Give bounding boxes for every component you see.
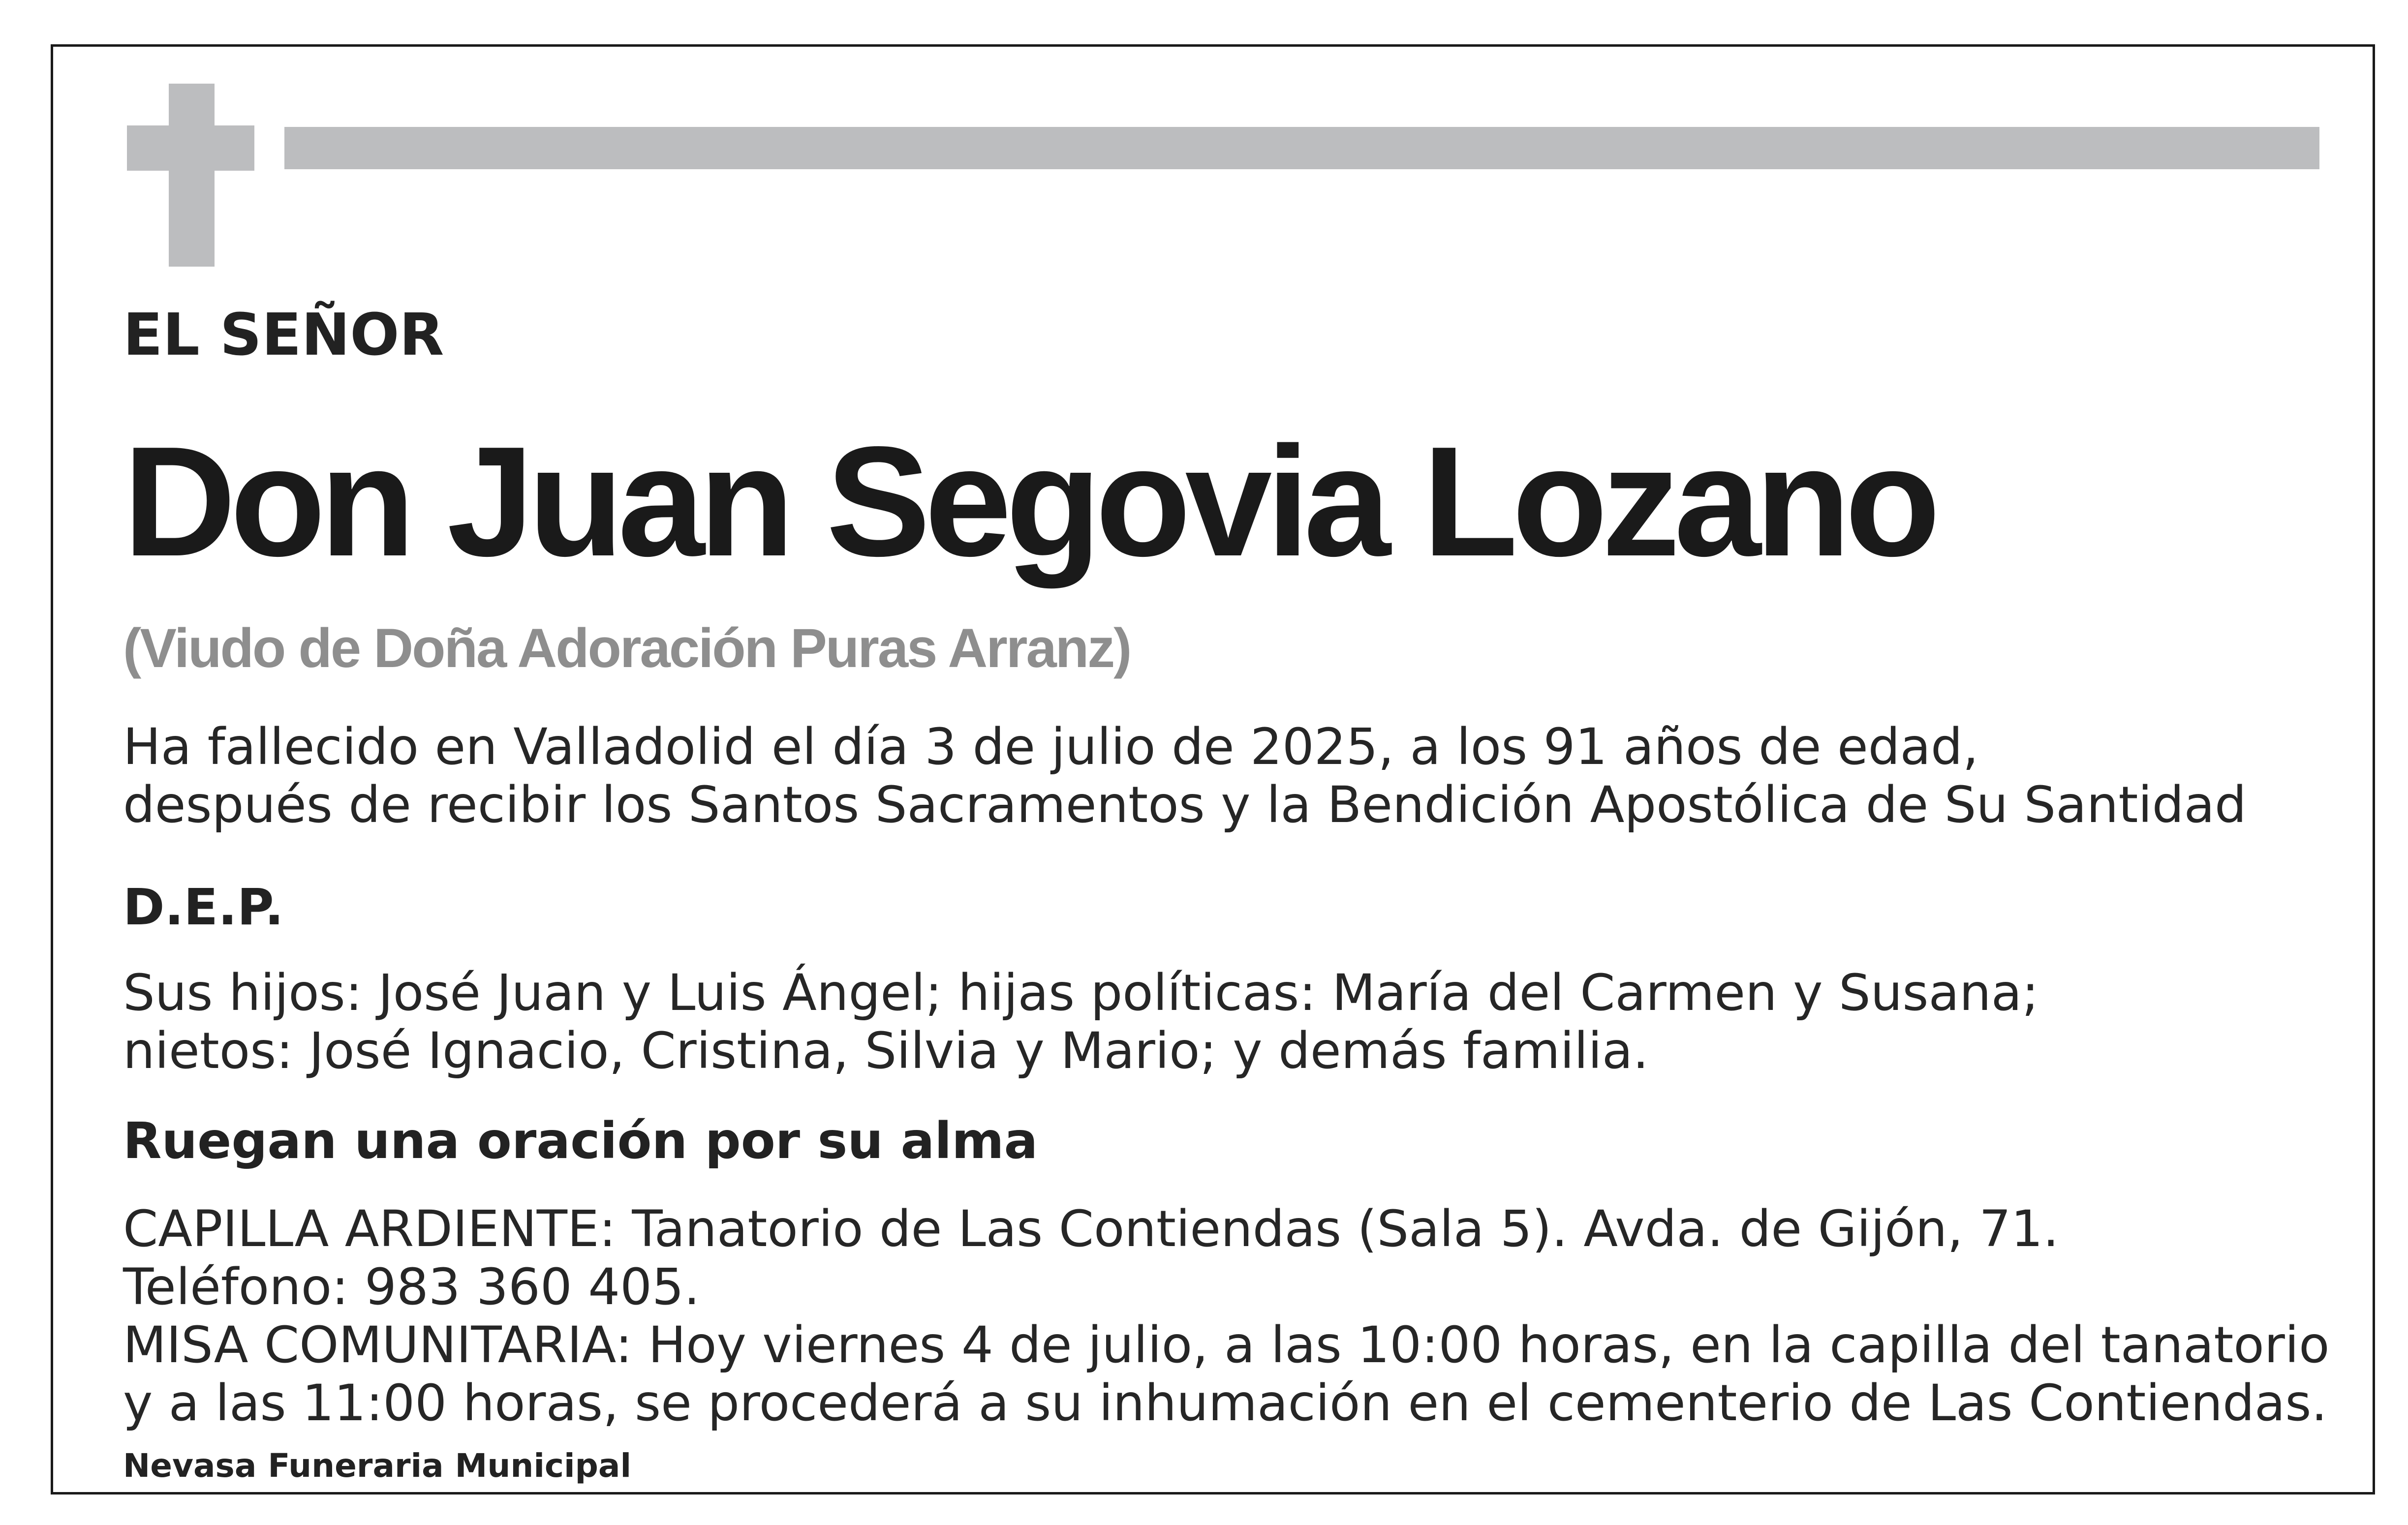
widow-note: (Viudo de Doña Adoración Puras Arranz) [123,617,1131,679]
death-line-1: Ha fallecido en Valladolid el día 3 de julio de 2025, a los 91 años de edad, [123,718,1979,776]
service-line-4: y a las 11:00 horas, se procederá a su inhumación en el cementerio de Las Contiendas. [123,1374,2327,1433]
cross-horizontal-bar [127,125,254,171]
service-line-1: CAPILLA ARDIENTE: Tanatorio de Las Contiendas (Sala 5). Avda. de Gijón, 71. [123,1200,2059,1258]
death-line-2: después de recibir los Santos Sacramentos y la Bendición Apostólica de Su Santidad [123,776,2247,834]
service-line-2: Teléfono: 983 360 405. [123,1258,700,1316]
cross-vertical-bar [169,84,215,267]
prayer-request: Ruegan una oración por su alma [123,1112,1038,1170]
deceased-name: Don Juan Segovia Lozano [123,414,1935,589]
rip-label: D.E.P. [123,878,284,937]
header-rule [284,127,2319,169]
family-line-2: nietos: José Ignacio, Cristina, Silvia y Mario; y demás familia. [123,1022,1649,1080]
service-line-3: MISA COMUNITARIA: Hoy viernes 4 de julio, a las 10:00 horas, en la capilla del tanatorio [123,1316,2330,1374]
funeral-home: Nevasa Funeraria Municipal [123,1447,632,1485]
family-line-1: Sus hijos: José Juan y Luis Ángel; hijas políticas: María del Carmen y Susana; [123,964,2039,1022]
honorific: EL SEÑOR [123,301,444,368]
